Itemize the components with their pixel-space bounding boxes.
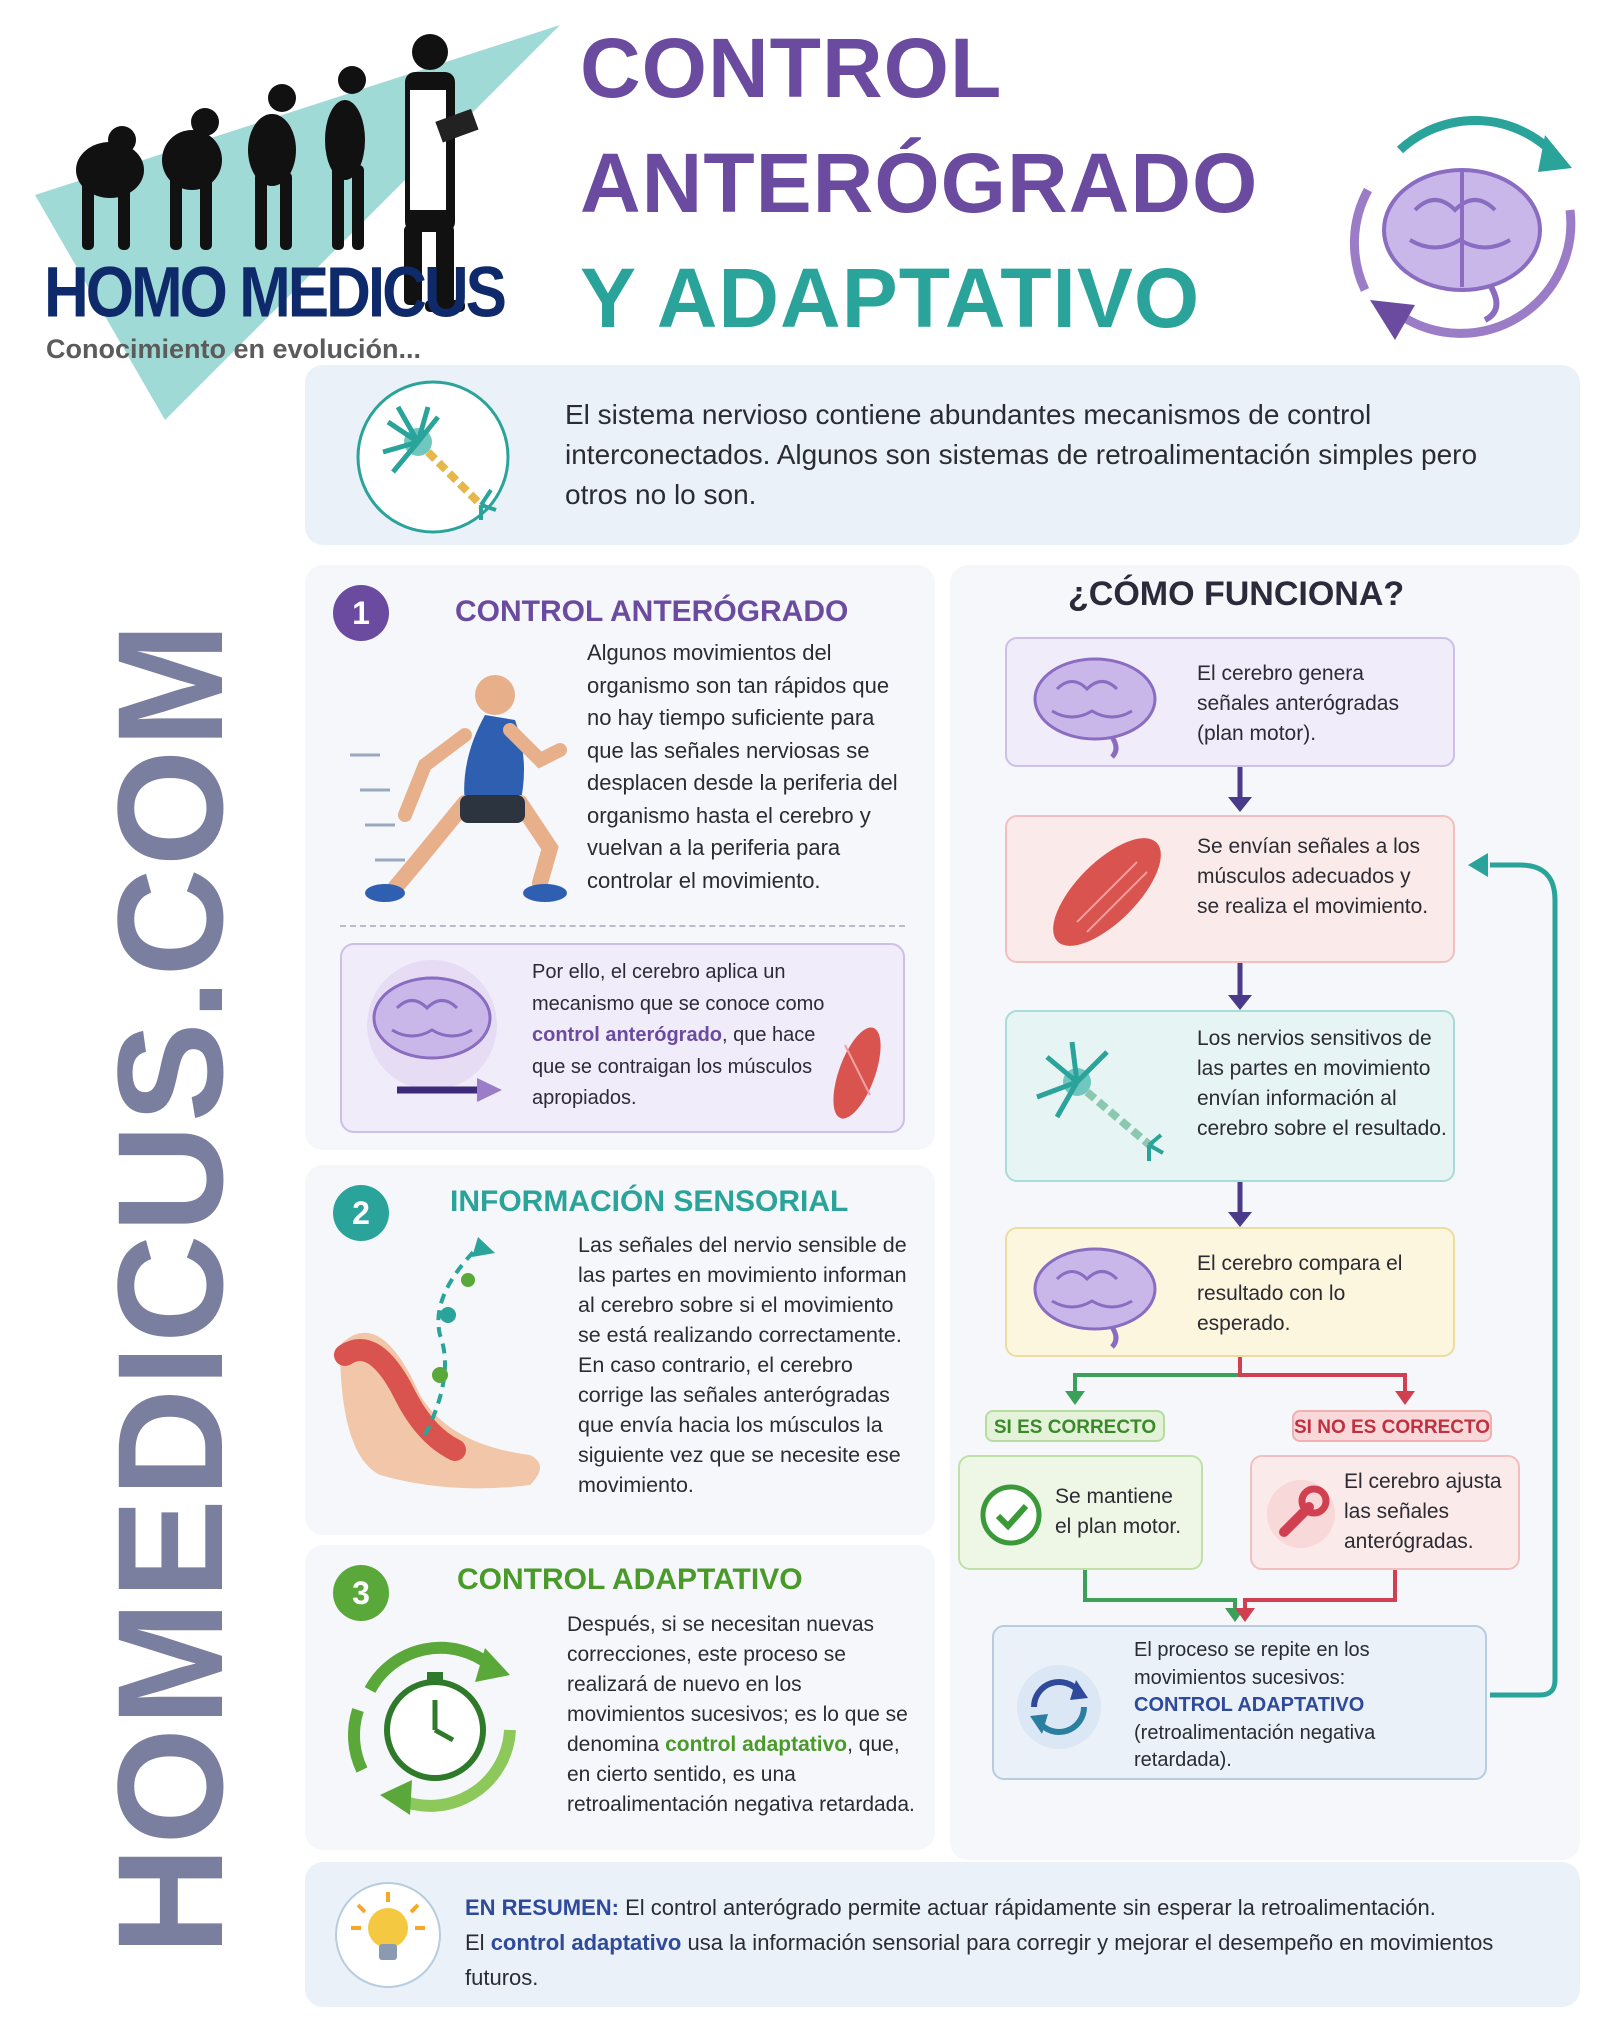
side-watermark-text: HOMEDICUS.COM <box>86 620 254 1955</box>
flow-step-4 <box>1005 1227 1455 1357</box>
flow-step-3 <box>1005 1010 1455 1182</box>
intro-text: El sistema nervioso contiene abundantes mecanismos de control interconectados. Algunos son sistemas de retroalimentación simples pero otros no lo son. <box>565 399 1478 510</box>
section3-text: Después, si se necesitan nuevas correcciones, este proceso se realizará de nuevo en los movimientos sucesivos; es lo que se denomina control adaptativo, que, en cierto sentido, es una retroalimentación negativa retardada. <box>567 1613 915 1816</box>
how-it-works-card <box>950 565 1580 1860</box>
brain-icon <box>1027 649 1167 759</box>
title-line-3: Y ADAPTATIVO <box>580 251 1201 345</box>
brain-cycle-icon <box>1340 100 1580 350</box>
section2-number: 2 <box>333 1185 389 1241</box>
section1-divider <box>340 925 905 927</box>
yes-box <box>958 1455 1203 1570</box>
summary-text: EN RESUMEN: El control anterógrado permite actuar rápidamente sin esperar la retroalimentación. El control adaptativo usa la información sensorial para corregir y mejorar el desempeño en movimientos futuros. <box>465 1895 1494 1990</box>
yes-label: SI ES CORRECTO <box>985 1410 1165 1442</box>
brain-icon <box>357 960 517 1120</box>
flow-step-2 <box>1005 815 1455 963</box>
anterograde-box-text: Por ello, el cerebro aplica un mecanismo que se conoce como control anterógrado, que hace que se contraigan los músculos apropiados. <box>532 961 825 1109</box>
section1-text: Algunos movimientos del organismo son tan rápidos que no hay tiempo suficiente para que las señales nerviosas se desplacen desde la periferia del organismo hasta el cerebro y vuelvan a la periferia para controlar el movimiento. <box>587 640 898 893</box>
runner-icon <box>345 655 585 905</box>
lightbulb-icon <box>333 1880 443 1990</box>
title-line-2: ANTERÓGRADO <box>580 136 1259 230</box>
section2-title: INFORMACIÓN SENSORIAL <box>450 1185 849 1218</box>
section3-title: CONTROL ADAPTATIVO <box>457 1563 803 1596</box>
adaptive-highlight: control adaptativo <box>665 1733 848 1756</box>
anterograde-box <box>340 943 905 1133</box>
brain-icon <box>1027 1239 1167 1349</box>
muscle-icon <box>817 1015 897 1130</box>
brand-name: HOMO MEDICUS <box>44 253 504 333</box>
repeat-box <box>992 1625 1487 1780</box>
flow-step-1-text: El cerebro genera señales anterógradas (plan motor). <box>1197 662 1399 745</box>
section1-number: 1 <box>333 585 389 641</box>
wrench-icon <box>1264 1477 1339 1552</box>
section3-card <box>305 1545 935 1850</box>
section3-number: 3 <box>333 1565 389 1621</box>
muscle-icon <box>1032 827 1182 957</box>
neuron-icon <box>1027 1027 1177 1167</box>
yes-text: Se mantiene el plan motor. <box>1055 1485 1182 1538</box>
summary-highlight: control adaptativo <box>490 1930 682 1955</box>
refresh-icon <box>1014 1662 1104 1752</box>
brand-tagline: Conocimiento en evolución... <box>46 334 422 364</box>
summary-card <box>305 1862 1580 2007</box>
neuron-icon <box>353 377 513 537</box>
repeat-highlight: CONTROL ADAPTATIVO <box>1134 1694 1365 1716</box>
anterograde-highlight: control anterógrado <box>532 1024 723 1046</box>
repeat-text: El proceso se repite en los movimientos sucesivos: CONTROL ADAPTATIVO (retroalimentación negativa retardada). <box>1134 1637 1474 1775</box>
no-label: SI NO ES CORRECTO <box>1292 1410 1492 1442</box>
no-text: El cerebro ajusta las señales anterógradas. <box>1344 1470 1502 1553</box>
title-line-1: CONTROL <box>580 21 1003 115</box>
arm-sensory-icon <box>330 1235 560 1495</box>
stopwatch-cycle-icon <box>340 1630 530 1820</box>
section2-card <box>305 1165 935 1535</box>
check-icon <box>978 1482 1044 1548</box>
section1-title: CONTROL ANTERÓGRADO <box>455 595 849 628</box>
section2-text: Las señales del nervio sensible de las partes en movimiento informan al cerebro sobre si el movimiento se está realizando correctamente. En caso contrario, el cerebro corrige las señales anterógradas que envía hacia los músculos la siguiente vez que se necesite ese movimiento. <box>578 1233 907 1497</box>
section1-card <box>305 565 935 1150</box>
flow-step-1 <box>1005 637 1455 767</box>
flow-step-3-text: Los nervios sensitivos de las partes en movimiento envían información al cerebro sobre el resultado. <box>1197 1027 1447 1140</box>
how-title: ¿CÓMO FUNCIONA? <box>1068 575 1405 613</box>
no-box <box>1250 1455 1520 1570</box>
intro-card <box>305 365 1580 545</box>
summary-label: EN RESUMEN: <box>465 1895 620 1920</box>
flow-step-2-text: Se envían señales a los músculos adecuados y se realiza el movimiento. <box>1197 835 1429 918</box>
flow-step-4-text: El cerebro compara el resultado con lo esperado. <box>1197 1252 1403 1335</box>
